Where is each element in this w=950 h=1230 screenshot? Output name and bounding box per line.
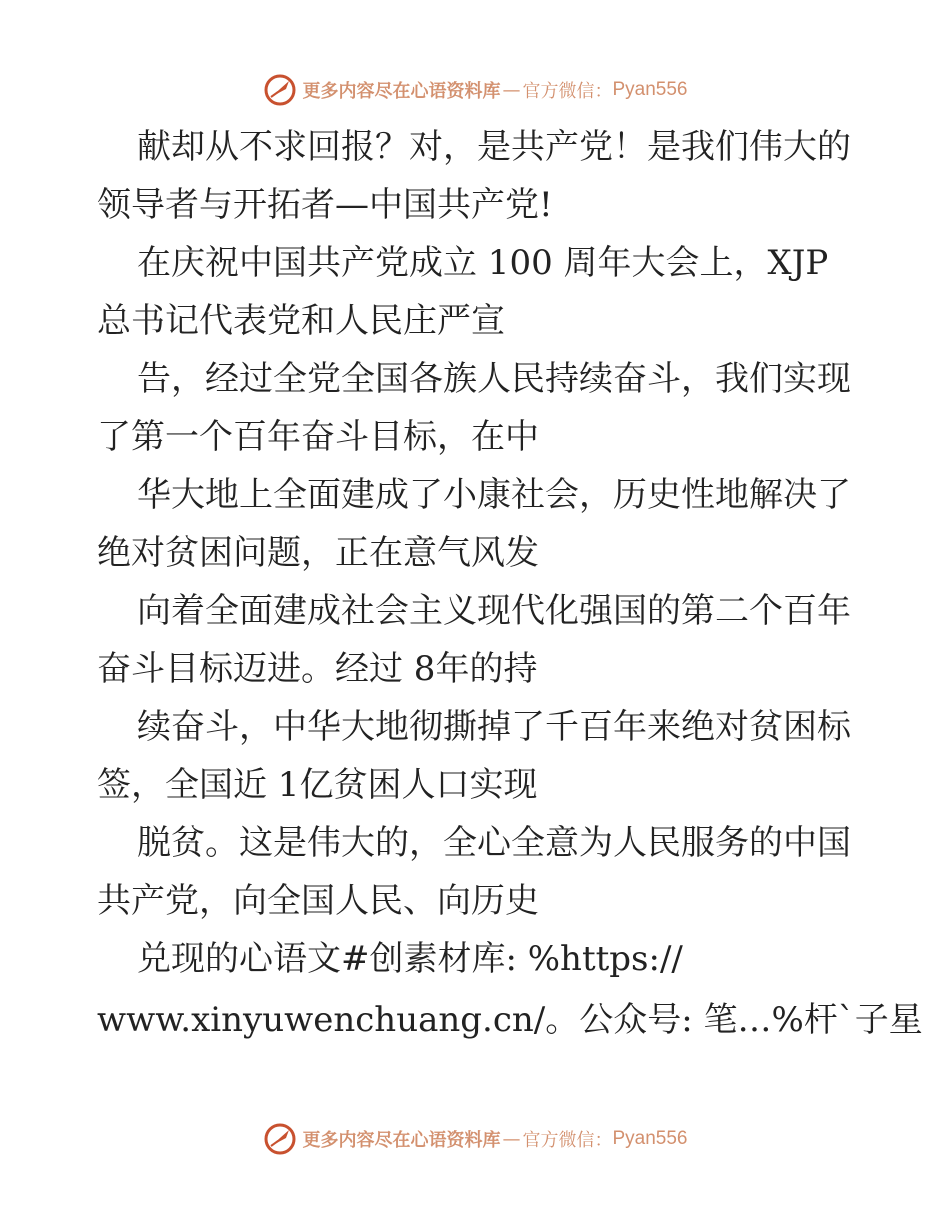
- text-line: 共产党，向全国人民、向历史: [97, 881, 539, 921]
- text-line: 献却从不求回报？对，是共产党！是我们伟大的: [137, 127, 851, 167]
- text-line: 兑现的心语文#创素材库: %https://: [137, 939, 683, 979]
- text-line: 脱贫。这是伟大的，全心全意为人民服务的中国: [137, 823, 851, 863]
- text-line: 告，经过全党全国各族人民持续奋斗，我们实现: [137, 359, 851, 399]
- quill-logo-icon: [262, 1121, 298, 1157]
- banner-text: 更多内容尽在心语资料库: [302, 1130, 501, 1151]
- footer-banner: [0, 1119, 950, 1159]
- banner-dash: —: [502, 79, 521, 101]
- quill-logo-icon: [262, 72, 298, 108]
- text-line: 华大地上全面建成了小康社会，历史性地解决了: [137, 475, 851, 515]
- header-banner: [0, 70, 950, 110]
- text-line: 了第一个百年奋斗目标，在中: [97, 417, 539, 457]
- banner-text: 更多内容尽在心语资料库: [302, 81, 501, 102]
- text-line: 奋斗目标迈进。经过 8年的持: [97, 649, 538, 689]
- wechat-id: Pyan556: [612, 1128, 688, 1149]
- text-line: 签，全国近 1亿贫困人口实现: [97, 765, 538, 805]
- wechat-id: Pyan556: [612, 79, 688, 100]
- text-line: www.xinyuwenchuang.cn/。公众号: 笔…%杆`子星: [97, 1000, 923, 1040]
- text-line: 向着全面建成社会主义现代化强国的第二个百年: [137, 591, 851, 631]
- text-line: 领导者与开拓者—中国共产党!: [97, 185, 553, 225]
- text-line: 总书记代表党和人民庄严宣: [97, 301, 505, 341]
- banner-dash: —: [502, 1128, 521, 1150]
- wechat-label: 官方微信：: [522, 81, 613, 102]
- text-line: 绝对贫困问题，正在意气风发: [97, 533, 539, 573]
- text-line: 续奋斗，中华大地彻撕掉了千百年来绝对贫困标: [137, 707, 851, 747]
- wechat-label: 官方微信：: [522, 1130, 613, 1151]
- text-line: 在庆祝中国共产党成立 100 周年大会上，XJP: [137, 243, 829, 283]
